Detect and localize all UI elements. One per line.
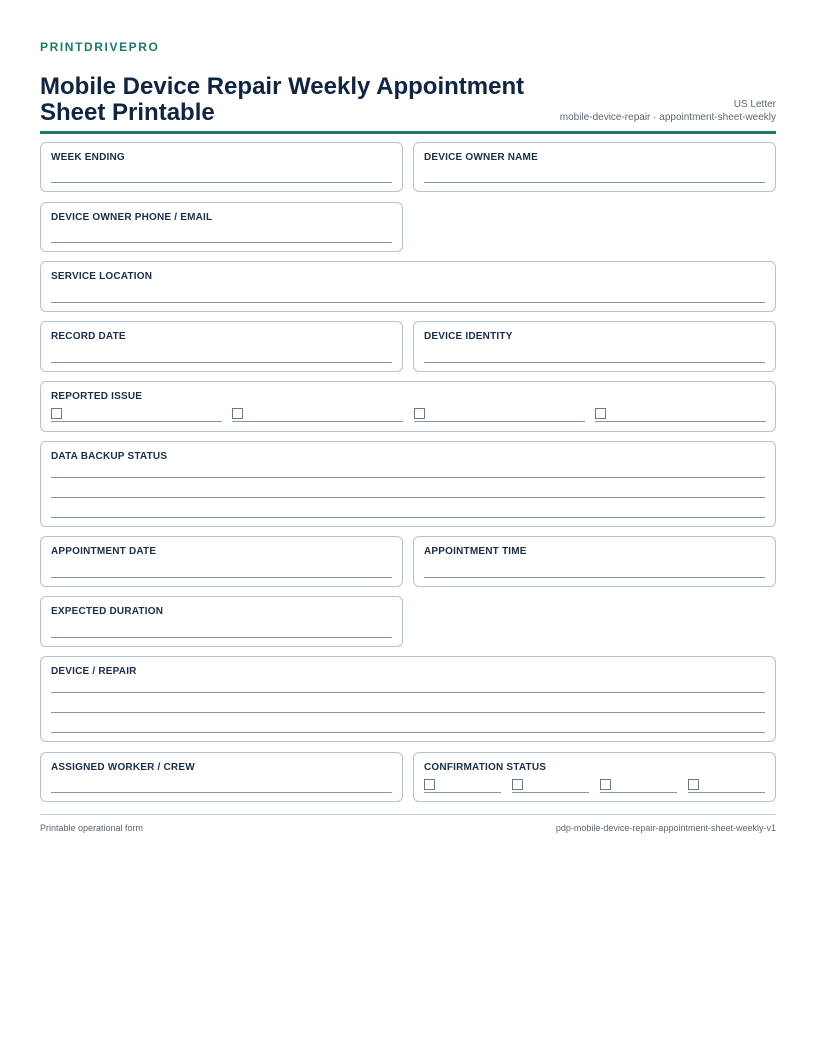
- write-line[interactable]: [51, 712, 765, 713]
- field-label: APPOINTMENT DATE: [51, 546, 157, 557]
- write-line[interactable]: [424, 792, 501, 793]
- field-label: RECORD DATE: [51, 331, 126, 342]
- write-line[interactable]: [51, 692, 765, 693]
- form-meta: [560, 98, 776, 124]
- reported-issue-option[interactable]: [414, 408, 585, 422]
- field-label: CONFIRMATION STATUS: [424, 762, 547, 773]
- service-location-field[interactable]: [40, 261, 776, 312]
- footer-divider: [40, 814, 776, 815]
- reported-issue-option[interactable]: [232, 408, 403, 422]
- checkbox[interactable]: [512, 779, 523, 790]
- checkbox[interactable]: [595, 408, 606, 419]
- checkbox[interactable]: [232, 408, 243, 419]
- write-line[interactable]: [51, 497, 765, 498]
- write-line[interactable]: [424, 362, 765, 363]
- checkbox[interactable]: [424, 779, 435, 790]
- field-label: DATA BACKUP STATUS: [51, 451, 168, 462]
- confirmation-status-field: [413, 752, 776, 802]
- appointment-time-field[interactable]: [413, 536, 776, 587]
- form-header: [40, 54, 776, 134]
- confirmation-option[interactable]: [688, 779, 765, 793]
- paper-size: US Letter: [733, 99, 776, 110]
- write-line[interactable]: [414, 421, 585, 422]
- field-label: ASSIGNED WORKER / CREW: [51, 762, 195, 773]
- field-label: SERVICE LOCATION: [51, 271, 153, 282]
- confirmation-option[interactable]: [424, 779, 501, 793]
- write-line[interactable]: [51, 792, 392, 793]
- write-line[interactable]: [51, 362, 392, 363]
- write-line[interactable]: [51, 637, 392, 638]
- checkbox[interactable]: [51, 408, 62, 419]
- write-line[interactable]: [512, 792, 589, 793]
- record-date-field[interactable]: [40, 321, 403, 372]
- field-label: EXPECTED DURATION: [51, 606, 164, 617]
- confirmation-option[interactable]: [600, 779, 677, 793]
- confirmation-option[interactable]: [512, 779, 589, 793]
- page-title: Mobile Device Repair Weekly Appointment Sheet Printable: [40, 73, 525, 126]
- checkbox[interactable]: [414, 408, 425, 419]
- field-label: DEVICE OWNER NAME: [424, 152, 538, 163]
- write-line[interactable]: [424, 182, 765, 183]
- week-ending-field[interactable]: [40, 142, 403, 192]
- data-backup-status-field[interactable]: [40, 441, 776, 527]
- device-owner-name-field[interactable]: [413, 142, 776, 192]
- field-label: DEVICE IDENTITY: [424, 331, 513, 342]
- write-line[interactable]: [51, 421, 222, 422]
- field-label: APPOINTMENT TIME: [424, 546, 527, 557]
- field-label: DEVICE / REPAIR: [51, 666, 137, 677]
- write-line[interactable]: [51, 302, 765, 303]
- checkbox[interactable]: [600, 779, 611, 790]
- form-id: pdp-mobile-device-repair-appointment-sheet-weekly-v1: [555, 823, 776, 833]
- write-line[interactable]: [51, 477, 765, 478]
- write-line[interactable]: [51, 242, 392, 243]
- reported-issue-option[interactable]: [51, 408, 222, 422]
- field-label: REPORTED ISSUE: [51, 391, 143, 402]
- write-line[interactable]: [688, 792, 765, 793]
- device-repair-field[interactable]: [40, 656, 776, 742]
- write-line[interactable]: [595, 421, 766, 422]
- write-line[interactable]: [51, 577, 392, 578]
- write-line[interactable]: [600, 792, 677, 793]
- device-identity-field[interactable]: [413, 321, 776, 372]
- write-line[interactable]: [51, 732, 765, 733]
- form-page: [40, 40, 776, 833]
- appointment-date-field[interactable]: [40, 536, 403, 587]
- reported-issue-field: [40, 381, 776, 432]
- field-label: WEEK ENDING: [51, 152, 125, 163]
- write-line[interactable]: [232, 421, 403, 422]
- field-label: DEVICE OWNER PHONE / EMAIL: [51, 212, 213, 223]
- checkbox[interactable]: [688, 779, 699, 790]
- write-line[interactable]: [51, 182, 392, 183]
- form-tags: mobile-device-repair · appointment-sheet-weekly: [559, 112, 776, 123]
- assigned-worker-field[interactable]: [40, 752, 403, 802]
- brand-name: PRINTDRIVEPRO: [40, 40, 160, 54]
- reported-issue-option[interactable]: [595, 408, 766, 422]
- write-line[interactable]: [51, 517, 765, 518]
- expected-duration-field[interactable]: [40, 596, 403, 647]
- write-line[interactable]: [424, 577, 765, 578]
- footer-note: Printable operational form: [40, 823, 144, 833]
- device-owner-contact-field[interactable]: [40, 202, 403, 252]
